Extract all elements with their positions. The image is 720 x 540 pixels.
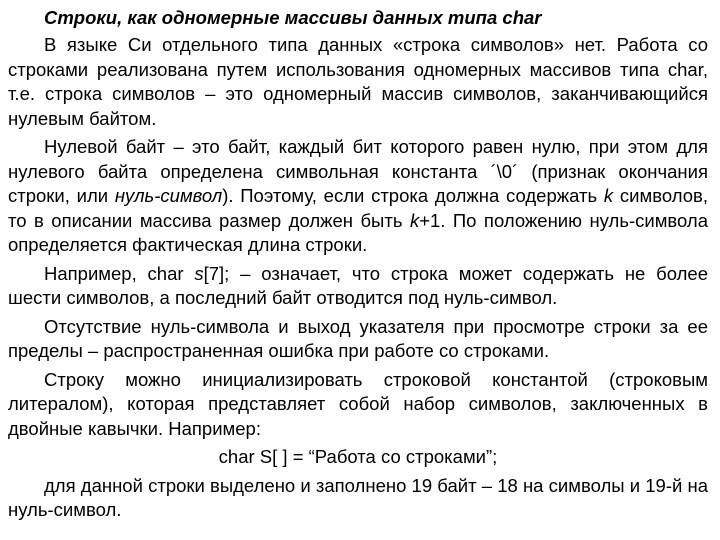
paragraph-example: [8, 262, 708, 311]
paragraph-intro: В языке Си отдельного типа данных «строка символов» нет. Работа со строками реализована путем использования одномерных массивов типа char, т.е. строка символов – это одномерный массив символов, заканчивающийся нулевым байтом.: [8, 34, 708, 129]
section-heading: Строки, как одномерные массивы данных типа char: [44, 7, 542, 28]
code-example: char S[ ] = “Работа со строками”;: [218, 446, 498, 467]
paragraph-initialization: Строку можно инициализировать строковой константой (строковым литералом), которая представляет собой набор символов, заключенных в двойные кавычки. Например:: [8, 368, 708, 439]
italic-term: нуль-символ: [114, 185, 223, 206]
paragraph-common-error: Отсутствие нуль-символа и выход указателя при просмотре строки за ее пределы – распространенная ошибка при работе со строками.: [8, 315, 708, 361]
text-run: ). Поэтому, если строка должна содержать: [222, 185, 604, 206]
text-run: символов, то в описании массива размер должен быть: [8, 185, 708, 231]
text-run: [7]; – означает, что строка может содержать не более шести символов, а последний байт отводится под нуль-символ.: [8, 262, 708, 308]
italic-variable: k: [603, 185, 614, 206]
italic-variable: k: [409, 209, 420, 231]
text-run: Например, char: [44, 262, 195, 284]
paragraph-null-byte: [8, 135, 708, 258]
text-run: +1. По положению нуль-символа определяется фактическая длина строки.: [8, 209, 709, 255]
paragraph-byte-count: для данной строки выделено и заполнено 19 байт – 18 на символы и 19-й на нуль-символ.: [8, 474, 708, 520]
text-run: Нулевой байт – это байт, каждый бит которого равен нулю, при этом для нулевого байта определена символьная константа ´\0´ (признак окончания строки, или: [8, 136, 708, 206]
italic-variable: s: [194, 262, 204, 284]
